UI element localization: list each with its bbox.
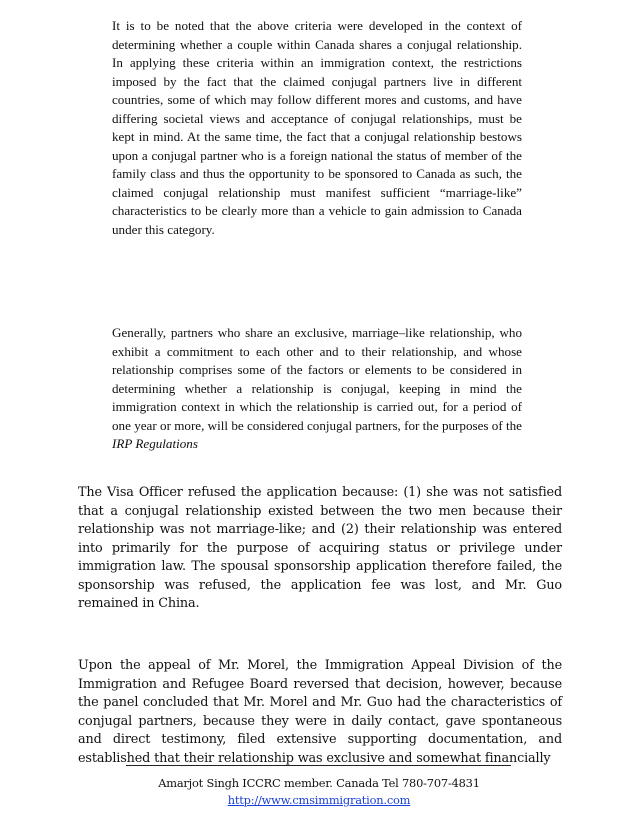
block-quote-paragraph-2 [112, 324, 522, 454]
body-paragraph-visa-officer: The Visa Officer refused the application because: (1) she was not satisfied that a conjugal relationship existed between the two men because their relationship was not marriage-like; and (2) their relationship was entered into primarily for the purpose of acquiring status or privilege under immigration law. The spousal sponsorship application therefore failed, the sponsorship was refused, the application fee was lost, and Mr. Guo remained in China. [78, 485, 562, 611]
body-paragraph-appeal: Upon the appeal of Mr. Morel, the Immigration Appeal Division of the Immigration and Refugee Board reversed that decision, however, because the panel concluded that Mr. Morel and Mr. Guo had the characteristics of conjugal partners, because they were in daily contact, gave spontaneous and direct testimony, filed extensive supporting documentation, and established that their relationship was exclusive and somewhat financially [78, 658, 562, 766]
footer-contact-line: Amarjot Singh ICCRC member. Canada Tel 780-707-4831 [158, 776, 480, 790]
block-quote-paragraph-2-text: Generally, partners who share an exclusive, marriage–like relationship, who exhibit a commitment to each other and to their relationship, and whose relationship comprises some of the factors or elements to be considered in determining whether a relationship is conjugal, keeping in mind the immigration context in which the relationship is carried out, for a period of one year or more, will be considered conjugal partners, for the purposes of the [112, 325, 522, 433]
irp-regulations-italic: IRP Regulations [112, 436, 198, 452]
block-quote-paragraph-1: It is to be noted that the above criteria were developed in the context of determining whether a couple within Canada shares a conjugal relationship. In applying these criteria within an immigration context, the restrictions imposed by the fact that the claimed conjugal partners live in different countries, some of which may follow different mores and customs, and have differing societal views and acceptance of conjugal relationships, must be kept in mind. At the same time, the fact that a conjugal relationship bestows upon a conjugal partner who is a foreign national the status of member of the family class and thus the opportunity to be sponsored to Canada as such, the claimed conjugal relationship must manifest sufficient “marriage-like” characteristics to be clearly more than a vehicle to gain admission to Canada under this category. [112, 18, 522, 238]
footer-website-link[interactable]: http://www.cmsimmigration.com [227, 793, 411, 807]
footer-divider [126, 765, 511, 766]
